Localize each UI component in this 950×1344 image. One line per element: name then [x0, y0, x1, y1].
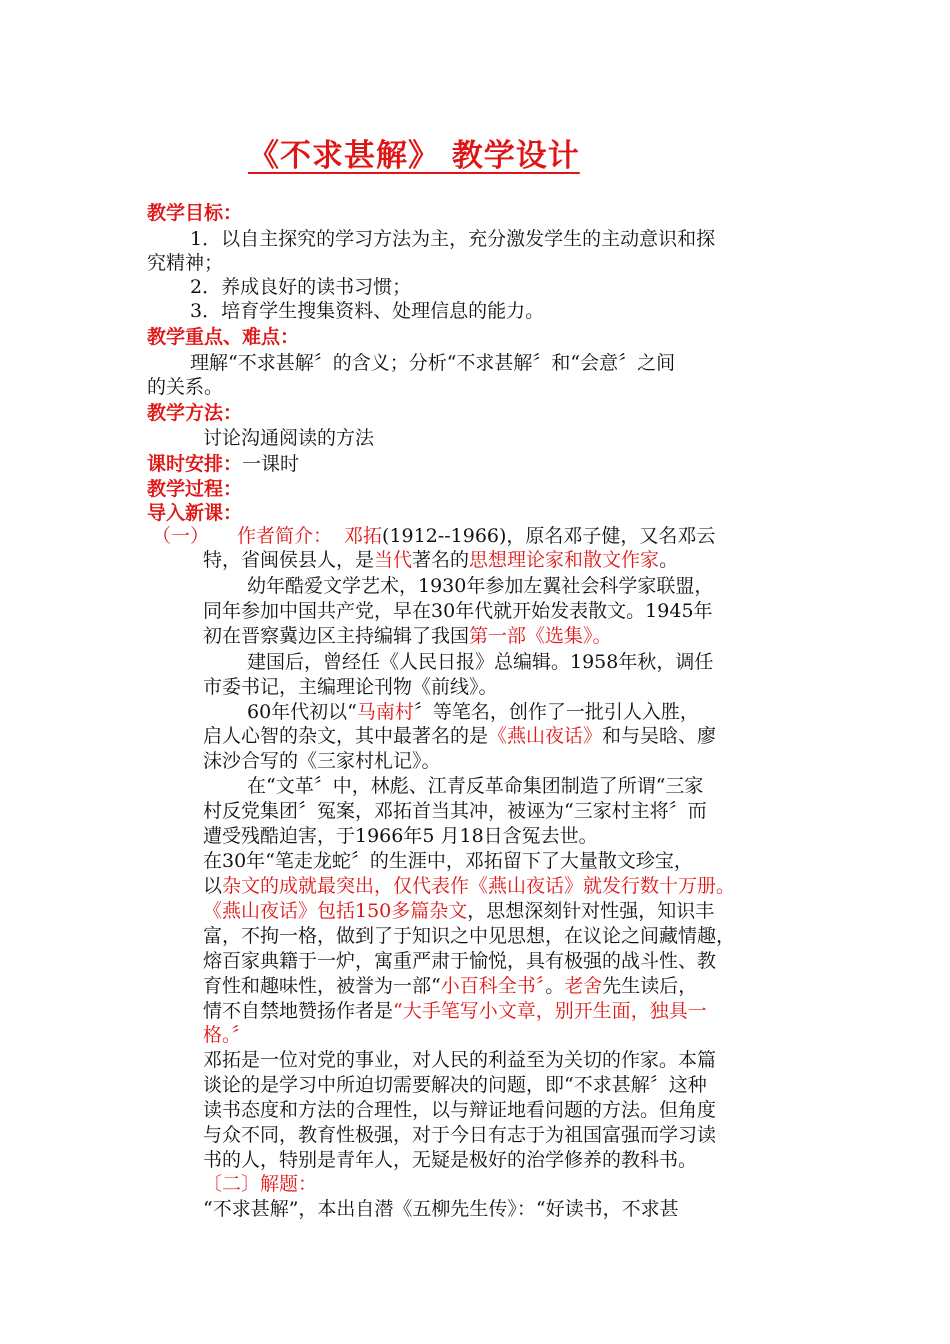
author-line-2-e: 。 [659, 549, 679, 571]
author-p6-line-2-b: 杂文的成就最突出，仅代表作《燕山夜话》就发行数十万册。 [222, 875, 736, 897]
author-line-2 [203, 548, 678, 572]
author-p2-line-2: 同年参加中国共产党，早在30年代就开始发表散文。1945年 [203, 600, 713, 622]
objective-3: 3．培育学生搜集资料、处理信息的能力。 [190, 300, 545, 322]
author-p3-line-2: 市委书记，主编理论刊物《前线》。 [203, 676, 498, 698]
keypoints-line-2: 的关系。 [147, 376, 224, 398]
author-p6-line-7 [203, 999, 707, 1023]
author-p4-line-3: 沫沙合写的《三家村札记》。 [203, 750, 441, 772]
document-title: 《不求甚解》 教学设计 [248, 138, 580, 174]
author-p7-line-3: 读书态度和方法的合理性，以与辩证地看问题的方法。但角度 [203, 1099, 717, 1121]
author-p6-line-1: 在30年“笔走龙蛇〞的生涯中，邓拓留下了大量散文珍宝， [203, 850, 693, 872]
objectives-heading: 教学目标： [147, 202, 243, 224]
author-p4-line-1 [247, 700, 699, 724]
author-p4-line-1-b: 马南村 [356, 701, 414, 723]
author-p7-line-5: 书的人，特别是青年人，无疑是极好的治学修养的教科书。 [203, 1149, 698, 1171]
author-p6-line-6-a: 育性和趣味性，被誉为一部“ [203, 975, 441, 997]
explain-heading: 〔二〕解题： [203, 1173, 318, 1195]
author-p6-line-6 [203, 974, 697, 998]
author-line-1 [152, 524, 715, 548]
author-name: 邓拓 [344, 525, 383, 547]
author-p7-line-1: 邓拓是一位对党的事业，对人民的利益至为关切的作家。本篇 [203, 1049, 717, 1071]
method-text: 讨论沟通阅读的方法 [203, 427, 375, 449]
author-p6-line-6-e: 先生读后， [602, 975, 698, 997]
author-p6-line-6-c: 。 [545, 975, 565, 997]
author-p6-line-3-a: 《燕山夜话》包括150多篇杂文 [203, 900, 468, 922]
method-heading: 教学方法： [147, 402, 243, 424]
author-p4-line-2-a: 启人心智的杂文，其中最著名的是 [203, 725, 489, 747]
keypoints-heading: 教学重点、难点： [147, 326, 300, 348]
author-p5-line-1: 在“文革〞中，林彪、江青反革命集团制造了所谓“三家 [247, 775, 704, 797]
author-p6-line-7-a: 情不自禁地赞扬作者是 [203, 1000, 394, 1022]
author-p2-line-1: 幼年酷爱文学艺术，1930年参加左翼社会科学家联盟， [247, 575, 714, 597]
author-p6-line-5: 熔百家典籍于一炉，寓重严肃于愉悦，具有极强的战斗性、教 [203, 950, 717, 972]
author-p2-line-3-b: 第一部《选集》。 [469, 625, 612, 647]
author-p7-line-2: 谈论的是学习中所迫切需要解决的问题，即“不求甚解〞这种 [203, 1074, 707, 1096]
author-p4-line-1-c: 〞等笔名，创作了一批引人入胜， [413, 701, 699, 723]
author-p6-line-6-d: 老舍 [564, 975, 603, 997]
author-p6-line-7-b: “大手笔写小文章，别开生面，独具一 [393, 1000, 707, 1022]
schedule-line [147, 452, 299, 476]
author-p4-line-2-b: 《燕山夜话》 [488, 725, 603, 747]
author-line-1-rest: (1912--1966)，原名邓子健，又名邓云 [382, 525, 716, 547]
author-line-2-b: 当代 [374, 549, 413, 571]
author-p7-line-4: 与众不同，教育性极强，对于今日有志于为祖国富强而学习读 [203, 1124, 717, 1146]
author-label: 作者简介： [237, 525, 333, 547]
author-p4-line-2 [203, 724, 716, 748]
author-p6-line-3-b: ，思想深刻针对性强，知识丰 [467, 900, 715, 922]
author-p5-line-3: 遭受残酷迫害，于1966年5 月18日含冤去世。 [203, 825, 598, 847]
author-p4-line-2-c: 和与吴晗、廖 [602, 725, 717, 747]
author-p2-line-3-a: 初在晋察冀边区主持编辑了我国 [203, 625, 470, 647]
author-p6-line-4: 富，不拘一格，做到了于知识之中见思想，在议论之间藏情趣， [203, 925, 736, 947]
author-p6-line-6-b: 小百科全书〞 [440, 975, 546, 997]
author-p2-line-3 [203, 624, 612, 648]
author-line-2-a: 特，省闽侯县人，是 [203, 549, 375, 571]
author-line-2-c: 著名的 [412, 549, 470, 571]
author-line-2-d: 思想理论家和散文作家 [469, 549, 660, 571]
schedule-heading: 课时安排： [147, 453, 243, 475]
author-p6-line-2 [203, 874, 735, 898]
author-p3-line-1: 建国后，曾经任《人民日报》总编辑。1958年秋，调任 [247, 651, 714, 673]
objective-1-line-1: 1．以自主探究的学习方法为主，充分激发学生的主动意识和探 [190, 228, 716, 250]
author-section-number: （一） [152, 525, 210, 547]
author-p6-line-8: 格。〞 [203, 1024, 251, 1046]
explain-line-1: “不求甚解”，本出自潜《五柳先生传》：“好读书，不求甚 [203, 1198, 679, 1220]
objective-1-line-2: 究精神； [147, 252, 224, 274]
author-p5-line-2: 村反党集团〞冤案，邓拓首当其冲，被诬为“三家村主将〞而 [203, 800, 707, 822]
author-p4-line-1-a: 60年代初以“ [247, 701, 357, 723]
intro-heading: 导入新课： [147, 502, 243, 524]
author-p6-line-2-a: 以 [203, 875, 223, 897]
author-p6-line-3 [203, 899, 714, 923]
objective-2: 2．养成良好的读书习惯； [190, 276, 412, 298]
process-heading: 教学过程： [147, 478, 243, 500]
schedule-text: 一课时 [242, 453, 300, 475]
keypoints-line-1: 理解“不求甚解〞的含义；分析“不求甚解〞和“会意〞之间 [190, 352, 676, 374]
